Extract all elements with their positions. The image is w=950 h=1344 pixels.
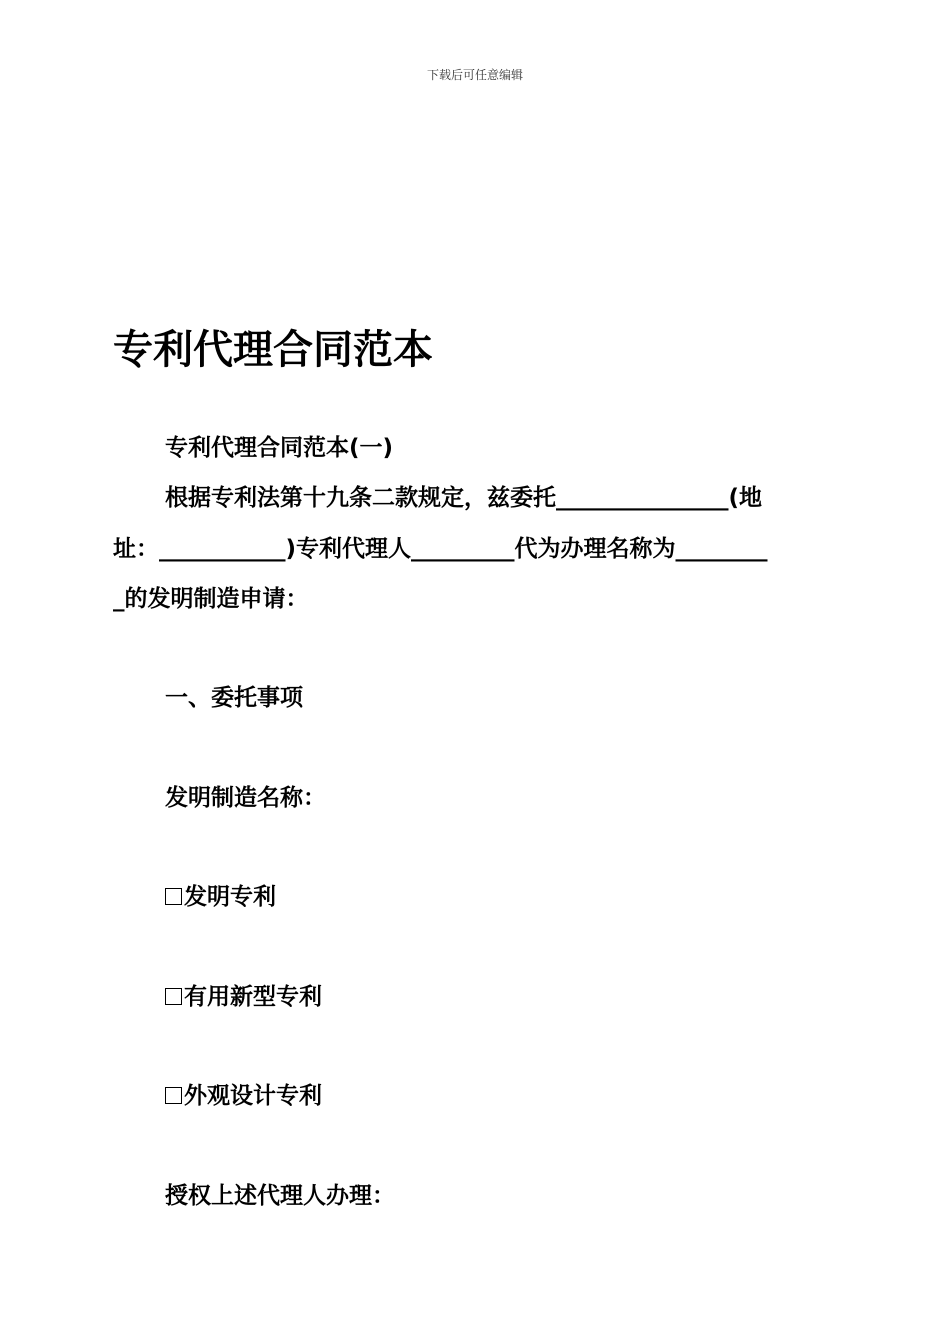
section-heading-entrusted-matters: 一、委托事项 (165, 685, 303, 711)
option-utility-model-patent[interactable] (165, 982, 322, 1012)
intro-paragraph-line-2: 址：___________)专利代理人_________代为办理名称为________ (113, 536, 768, 562)
invention-name-label: 发明制造名称： (165, 785, 326, 811)
intro-paragraph-line-1: 根据专利法第十九条二款规定，兹委托_______________(地 (165, 485, 763, 511)
option-label: 有用新型专利 (184, 984, 322, 1010)
checkbox-icon[interactable] (165, 1087, 182, 1104)
header-note: 下载后可任意编辑 (426, 68, 523, 82)
option-design-patent[interactable] (165, 1081, 322, 1111)
option-invention-patent[interactable] (165, 882, 276, 912)
authorize-agent-label: 授权上述代理人办理： (165, 1183, 395, 1209)
intro-paragraph-line-3: _的发明制造申请： (113, 586, 309, 612)
contract-subtitle: 专利代理合同范本(一) (165, 435, 394, 461)
checkbox-icon[interactable] (165, 988, 182, 1005)
document-title: 专利代理合同范本 (113, 327, 433, 373)
checkbox-icon[interactable] (165, 888, 182, 905)
option-label: 外观设计专利 (184, 1083, 322, 1109)
option-label: 发明专利 (184, 884, 276, 910)
